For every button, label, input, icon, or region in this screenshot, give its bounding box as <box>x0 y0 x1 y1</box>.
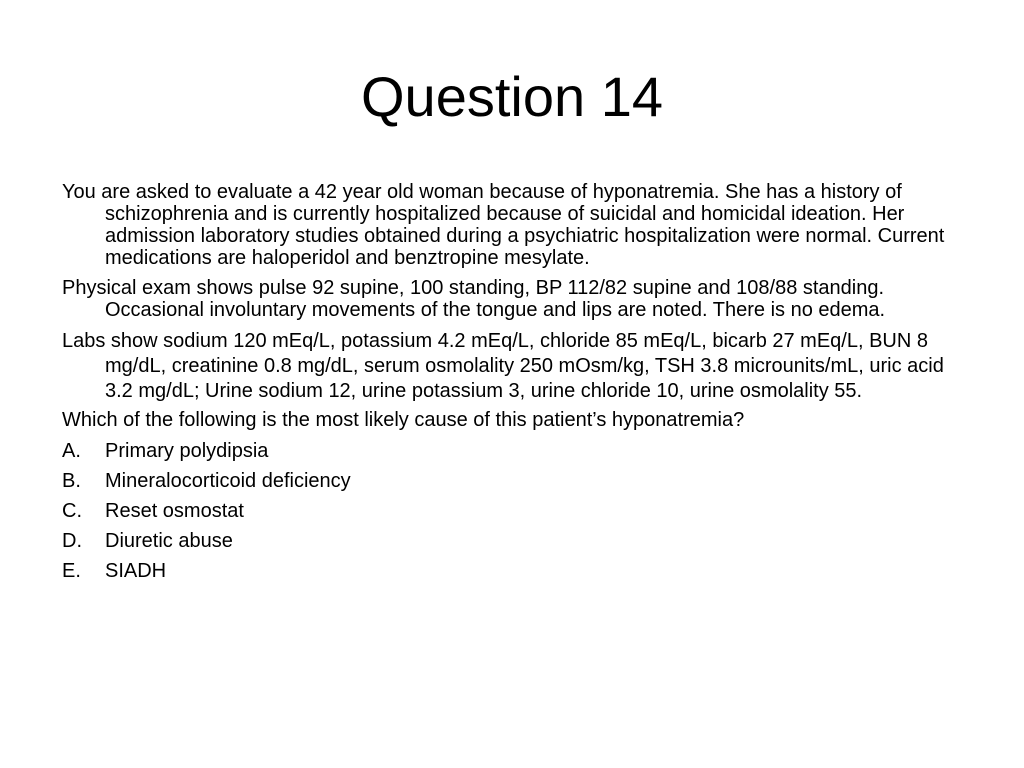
history-paragraph: You are asked to evaluate a 42 year old woman because of hyponatremia. She has a history of schizophrenia and is currently hospitalized because of suicidal and homicidal ideation. Her admission laboratory studies obtained during a psychiatric hospitalization were normal. Current medications are haloperidol and benztropine mesylate. <box>62 181 945 269</box>
option-text: SIADH <box>105 560 167 582</box>
answer-option-b <box>62 469 962 493</box>
slide-title: Question 14 <box>361 65 663 128</box>
option-letter: B. <box>62 470 81 492</box>
answer-options <box>62 439 962 583</box>
option-text: Reset osmostat <box>105 500 244 522</box>
option-letter: A. <box>62 440 81 462</box>
labs-paragraph: Labs show sodium 120 mEq/L, potassium 4.2 mEq/L, chloride 85 mEq/L, bicarb 27 mEq/L, BUN 8 mg/dL, creatinine 0.8 mg/dL, serum osmolality 250 mOsm/kg, TSH 3.8 microunits/mL, uric acid 3.2 mg/dL; Urine sodium 12, urine potassium 3, urine chloride 10, urine osmolality 55. <box>62 330 944 402</box>
answer-option-c <box>62 499 962 523</box>
answer-option-d <box>62 529 962 553</box>
answer-option-e <box>62 559 962 583</box>
answer-option-a <box>62 439 962 463</box>
option-letter: E. <box>62 560 81 582</box>
slide-body <box>62 181 962 589</box>
option-text: Diuretic abuse <box>105 530 233 552</box>
option-text: Mineralocorticoid deficiency <box>105 470 351 492</box>
option-letter: C. <box>62 500 82 522</box>
option-letter: D. <box>62 530 82 552</box>
option-text: Primary polydipsia <box>105 440 269 462</box>
question-stem: Which of the following is the most likely cause of this patient’s hyponatremia? <box>62 409 745 431</box>
physical-exam-paragraph: Physical exam shows pulse 92 supine, 100 standing, BP 112/82 supine and 108/88 standing. Occasional involuntary movements of the tongue and lips are noted. There is no edema. <box>62 277 886 321</box>
